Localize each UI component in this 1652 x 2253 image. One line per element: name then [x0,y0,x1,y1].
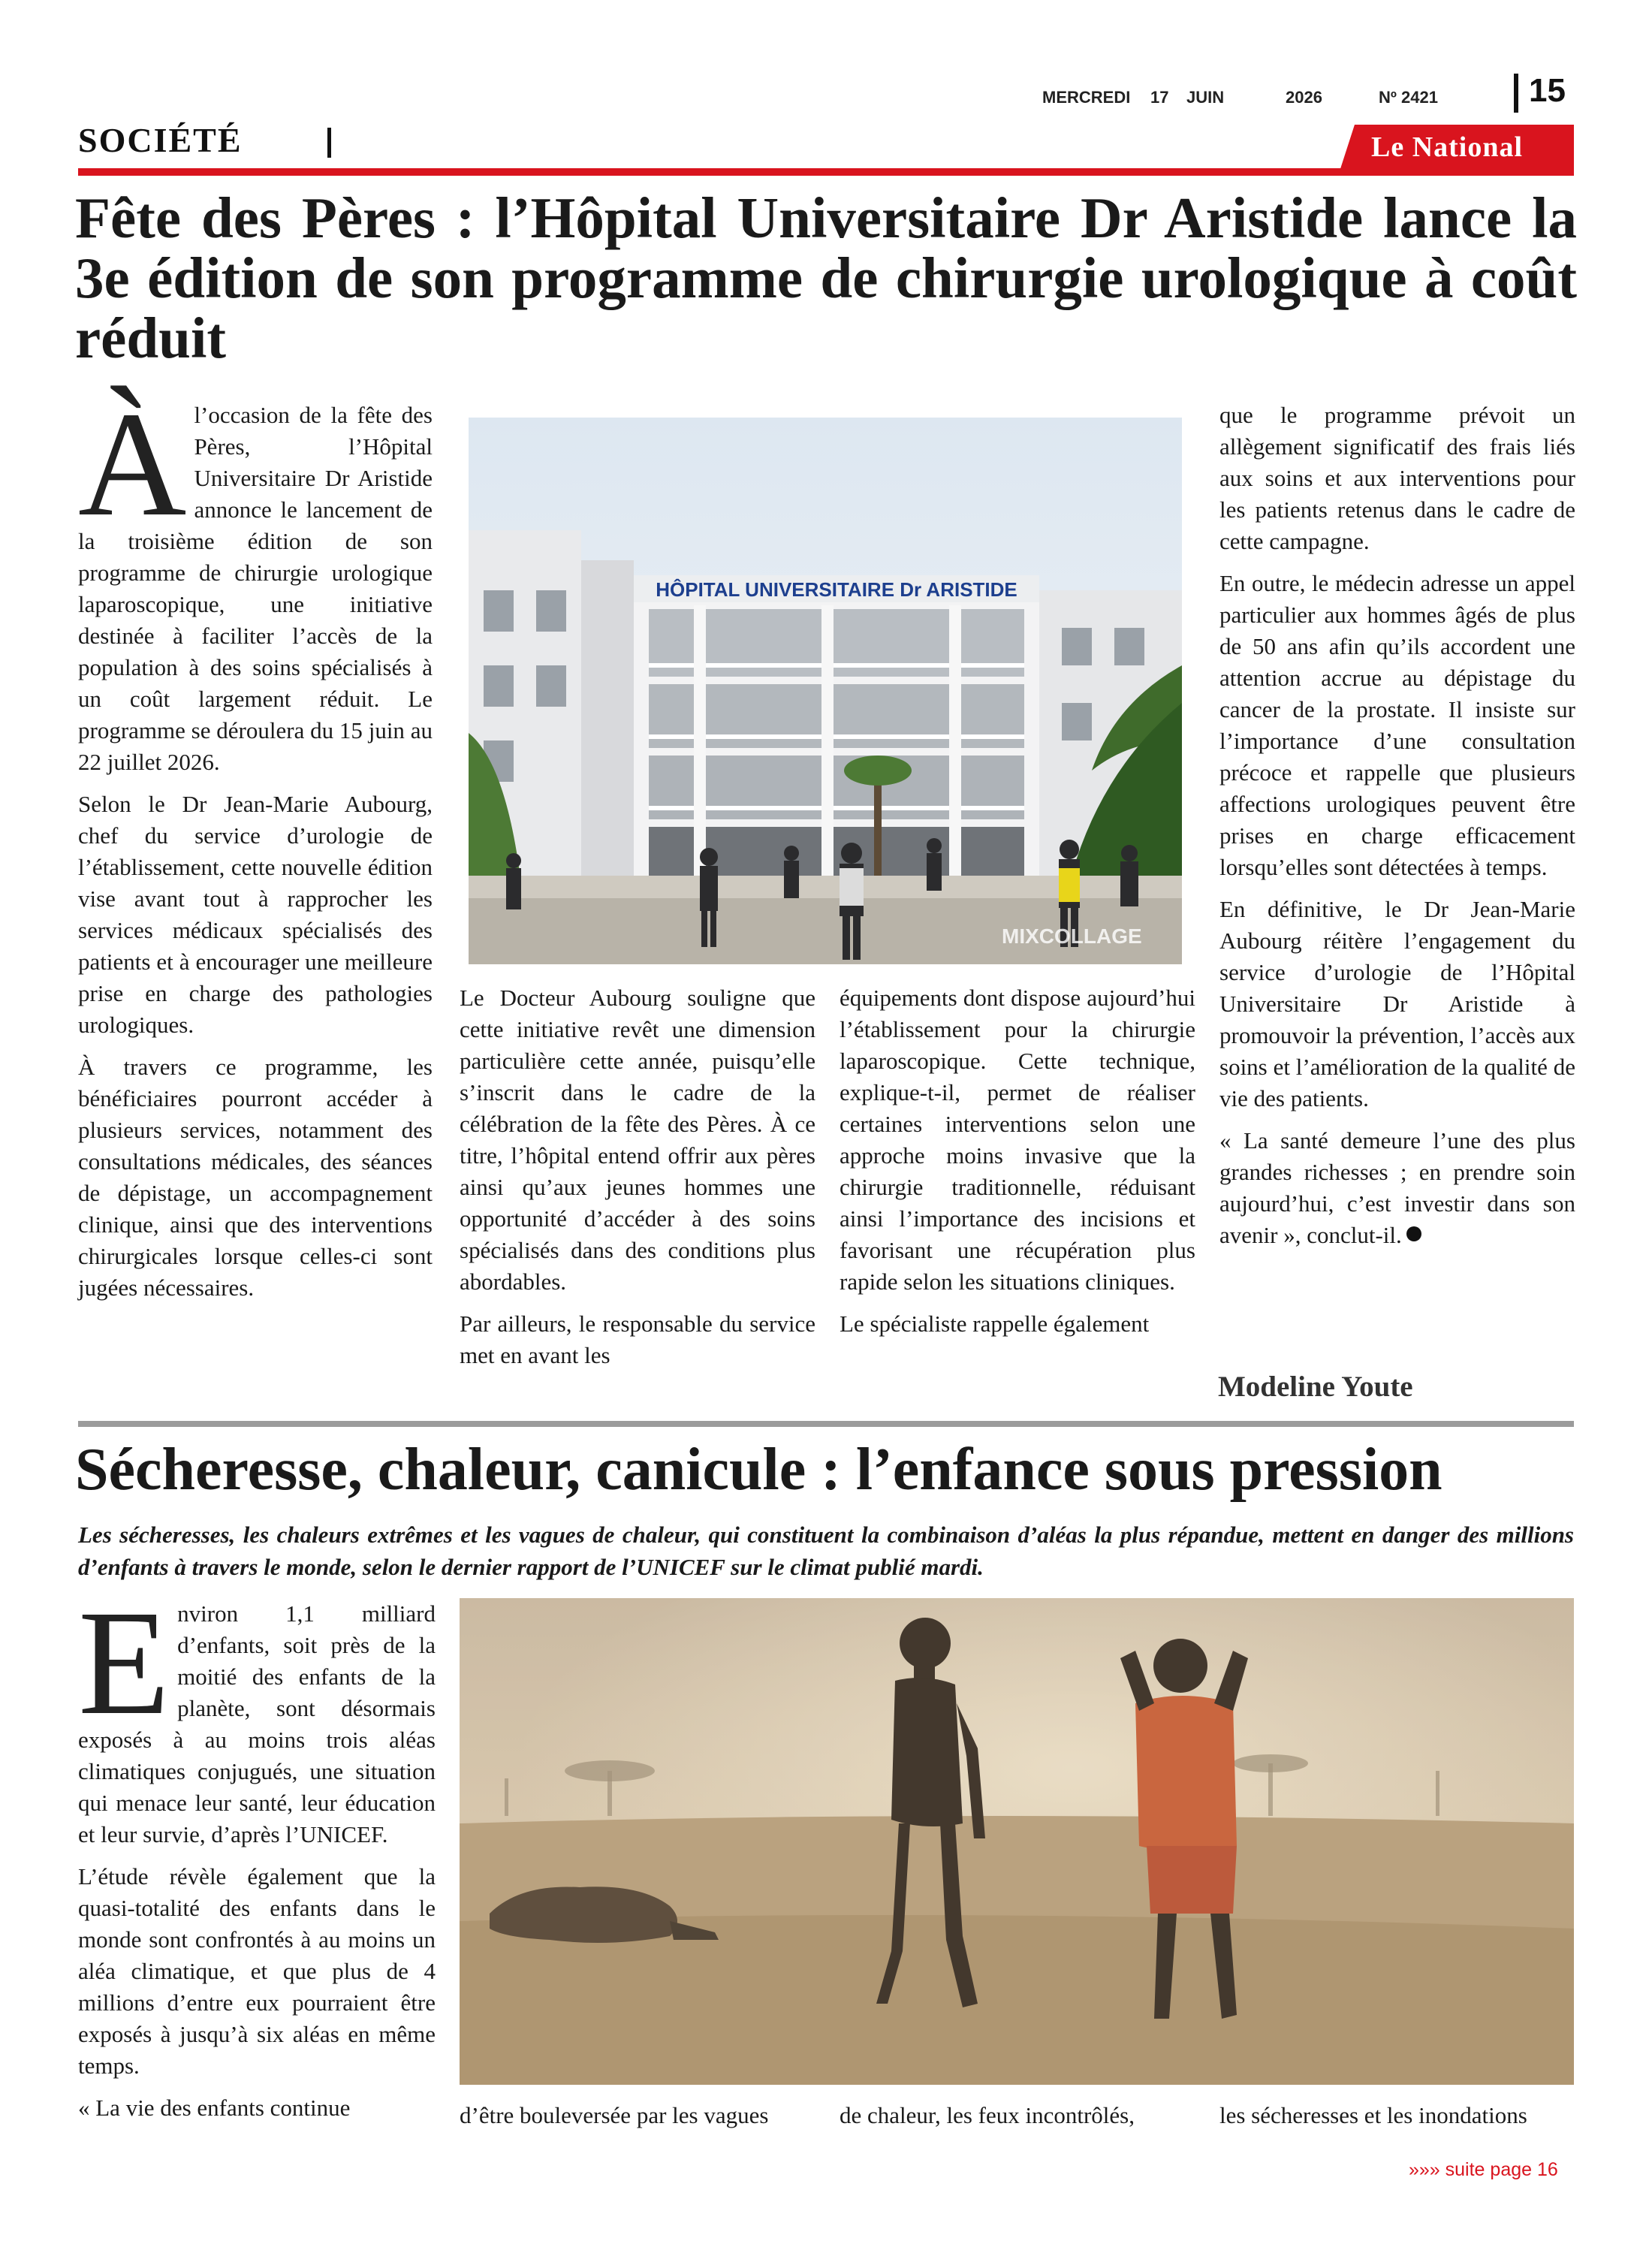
article1-quote: « La santé demeure l’une des plus grandes richesses ; en prendre soin aujourd’hui, c’est investir dans son avenir », conclut-il. [1219,1127,1575,1248]
article2-col1-p3: « La vie des enfants continue [78,2095,351,2121]
page-number-bar [1514,74,1518,113]
article2-headline: Sécheresse, chaleur, canicule : l’enfance sous pression [75,1437,1442,1503]
article2-col2: d’être bouleversée par les vagues [460,2102,769,2128]
article2-col3: de chaleur, les feux incontrôlés, [840,2102,1135,2128]
article1-col1-p2: Selon le Dr Jean-Marie Aubourg, chef du service d’urologie de l’établissement, cette nouvelle édition vise avant tout à rapprocher les services médicaux spécialisés des patients et à encourager une meilleure prise en charge des pathologies urologiques. [78,791,433,1038]
photo-watermark: MIXCOLLAGE [1002,924,1142,948]
header-year: 2026 [1286,88,1322,107]
article1-col3-p2: Le spécialiste rappelle également [840,1310,1150,1337]
hospital-photo [469,418,1182,964]
brand-name: Le National [1371,131,1524,163]
article1-headline: Fête des Pères : l’Hôpital Universitaire Dr Aristide lance la 3e édition de son programme de chirurgie urologique à coût réduit [75,185,1577,370]
drought-children-photo-graphic [460,1598,1574,2085]
article1-col3-p1: équipements dont dispose aujourd’hui l’établissement pour la chirurgie laparoscopique. Cette technique, explique-t-il, permet de réaliser certaines interventions selon une approche moins invasive que la chirurgie traditionnelle, réduisant ainsi l’importance des incisions et favorisant une récupération plus rapide selon les situations cliniques. [840,985,1195,1295]
article1-col1-p1 [78,382,433,778]
article-separator [78,1421,1574,1427]
end-mark-icon [1406,1226,1421,1241]
article1-col4-p1: que le programme prévoit un allègement significatif des frais liés aux soins et aux interventions pour les patients retenus dans le cadre de cette campagne. [1219,402,1575,554]
article2-drop-cap: E [78,1580,170,1746]
header-issue: Nº 2421 [1379,88,1438,107]
article1-col1-p1-text: l’occasion de la fête des Pères, l’Hôpital Universitaire Dr Aristide annonce le lancement de la troisième édition de son programme de chirurgie urologique laparoscopique, une initiative destinée à faciliter l’accès de la population à des soins spécialisés à un coût largement réduit. Le programme se déroulera du 15 juin au 22 juillet 2026. [78,402,433,775]
article1-col4-p3: En définitive, le Dr Jean-Marie Aubourg réitère l’engagement du service d’urologie de l’Hôpital Universitaire Dr Aristide à promouvoir la prévention, l’accès aux soins et l’amélioration de la qualité de vie des patients. [1219,896,1575,1111]
article1-col1-p3: À travers ce programme, les bénéficiaires pourront accéder à plusieurs services, notamment des consultations médicales, des séances de dépistage, un accompagnement clinique, ainsi que des interventions chirurgicales lorsque celles-ci sont jugées nécessaires. [78,1054,433,1301]
article1-col4 [1219,400,1575,1262]
article2-col1 [78,1580,436,2134]
page-number: 15 [1529,72,1566,109]
article2-col1-p1 [78,1580,436,1850]
article1-col1 [78,382,433,1314]
hospital-photo-graphic [469,418,1182,964]
article1-drop-cap: À [78,382,187,547]
header-day: MERCREDI [1042,88,1131,107]
article1-byline: Modeline Youte [1218,1371,1413,1403]
article2-col4: les sécheresses et les inondations [1219,2102,1527,2128]
article2-lede: Les sécheresses, les chaleurs extrêmes et les vagues de chaleur, qui constituent la combinaison d’aléas la plus répandue, mettent en danger des millions d’enfants à travers le monde, selon le dernier rapport de l’UNICEF sur le climat publié mardi. [78,1522,1574,1580]
article2-col1-p2: L’étude révèle également que la quasi-totalité des enfants dans le monde sont confrontés à au moins un aléa climatique, et que plus de 4 millions d’entre eux pourraient être exposés à jusqu’à six aléas en même temps. [78,1863,436,2079]
article1-col4-p4 [1219,1125,1575,1251]
drought-children-photo [460,1598,1574,2085]
article1-col3 [840,982,1195,1350]
hospital-sign-text: HÔPITAL UNIVERSITAIRE Dr ARISTIDE [656,578,1017,601]
header-date-day: 17 [1150,88,1169,107]
continued-link[interactable]: »»» suite page 16 [1409,2159,1558,2180]
article1-col2-p2: Par ailleurs, le responsable du service met en avant les [460,1310,815,1368]
section-divider [327,128,331,158]
article1-col2-p1: Le Docteur Aubourg souligne que cette initiative revêt une dimension particulière cette année, puisqu’elle s’inscrit dans le cadre de la célébration de la fête des Pères. À ce titre, l’hôpital entend offrir aux pères ainsi qu’aux jeunes hommes une opportunité d’accéder à des soins spécialisés dans des conditions plus abordables. [460,985,815,1295]
section-title: SOCIÉTÉ [78,121,243,159]
article2-col1-p1-text: nviron 1,1 milliard d’enfants, soit près de la moitié des enfants de la planète, sont désormais exposés à au moins trois aléas climatiques conjugués, une situation qui menace leur santé, leur éducation et leur survie, d’après l’UNICEF. [78,1600,436,1847]
header-date-month: JUIN [1186,88,1225,107]
article1-col4-p2: En outre, le médecin adresse un appel particulier aux hommes âgés de plus de 50 ans afin qu’ils accordent une attention accrue au dépistage du cancer de la prostate. Il insiste sur l’importance d’une consultation précoce et rappelle que plusieurs affections urologiques peuvent être prises en charge efficacement lorsqu’elles sont détectées à temps. [1219,570,1575,880]
article1-col2 [460,982,815,1382]
